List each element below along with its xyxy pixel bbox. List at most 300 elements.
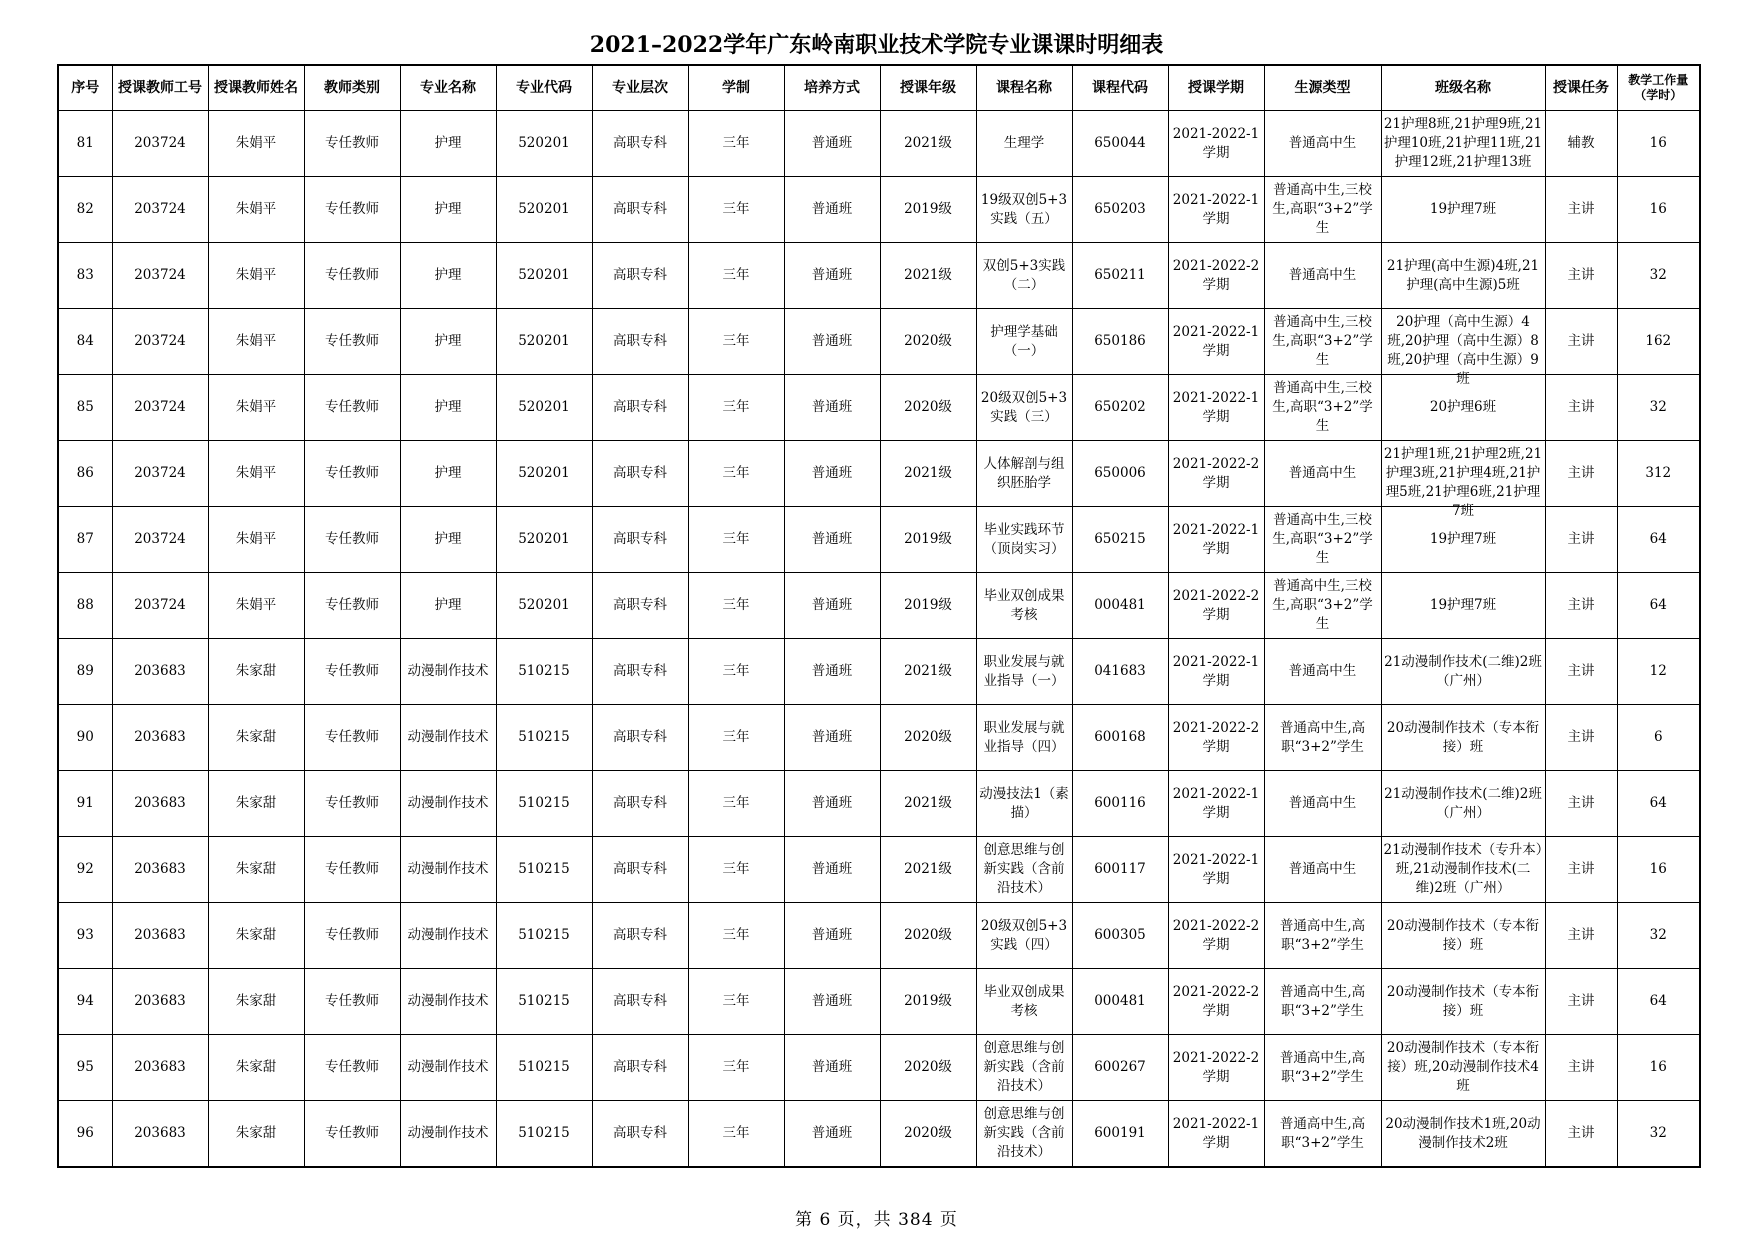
cell-text: 87	[76, 531, 94, 547]
table-cell	[400, 177, 496, 243]
table-cell	[592, 771, 688, 837]
table-cell	[880, 243, 976, 309]
table-cell	[208, 375, 304, 441]
cell-text: 朱家甜	[235, 1125, 277, 1141]
table-cell	[1381, 639, 1545, 705]
cell-text: 82	[76, 201, 94, 217]
table-cell	[400, 375, 496, 441]
table-cell	[58, 573, 112, 639]
cell-text: 2019级	[904, 201, 952, 217]
cell-text: 三年	[722, 1059, 750, 1075]
cell-text: 三年	[722, 597, 750, 613]
cell-text: 普通班	[811, 597, 853, 613]
table-cell	[1264, 837, 1381, 903]
table-cell	[1264, 309, 1381, 375]
column-header: 学制	[688, 65, 784, 111]
cell-text: 2021-2022-1学期	[1172, 1115, 1260, 1151]
cell-text: 650211	[1094, 267, 1146, 283]
cell-text: 2021-2022-1学期	[1172, 389, 1260, 425]
table-cell	[1072, 639, 1168, 705]
cell-text: 普通班	[811, 201, 853, 217]
table-cell	[304, 375, 400, 441]
table-cell	[400, 243, 496, 309]
cell-text: 600305	[1094, 927, 1146, 943]
table-cell	[1381, 969, 1545, 1035]
page-title: 2021–2022学年广东岭南职业技术学院专业课课时明细表	[589, 32, 1164, 58]
cell-text: 朱家甜	[235, 663, 277, 679]
table-cell	[1264, 771, 1381, 837]
table-cell	[304, 903, 400, 969]
table-cell	[1381, 243, 1545, 309]
table-row	[58, 573, 1700, 639]
table-cell	[784, 111, 880, 177]
cell-text: 专任教师	[325, 663, 379, 679]
cell-text: 2021-2022-1学期	[1172, 125, 1260, 161]
cell-text: 510215	[518, 729, 570, 745]
table-cell	[1072, 903, 1168, 969]
cell-text: 89	[76, 663, 94, 679]
table-cell	[1264, 1101, 1381, 1168]
cell-text: 朱家甜	[235, 861, 277, 877]
table-cell	[784, 309, 880, 375]
cell-text: 000481	[1094, 597, 1146, 613]
table-cell	[1072, 1101, 1168, 1168]
cell-text: 2021-2022-1学期	[1172, 851, 1260, 887]
cell-text: 三年	[722, 267, 750, 283]
table-row	[58, 309, 1700, 375]
table-cell	[592, 639, 688, 705]
cell-text: 三年	[722, 465, 750, 481]
table-cell	[1072, 969, 1168, 1035]
table-cell	[208, 309, 304, 375]
table-row	[58, 243, 1700, 309]
table-cell	[304, 111, 400, 177]
cell-text: 高职专科	[613, 201, 667, 217]
cell-text: 2019级	[904, 597, 952, 613]
cell-text: 三年	[722, 201, 750, 217]
cell-text: 高职专科	[613, 135, 667, 151]
table-cell	[688, 903, 784, 969]
table-cell	[1617, 177, 1700, 243]
cell-text: 2021-2022-2学期	[1172, 983, 1260, 1019]
cell-text: 主讲	[1567, 663, 1595, 679]
table-cell	[1168, 969, 1264, 1035]
cell-text: 16	[1649, 1059, 1667, 1075]
cell-text: 203683	[134, 663, 186, 679]
table-cell	[58, 903, 112, 969]
cell-text: 专任教师	[325, 465, 379, 481]
table-cell	[1264, 1035, 1381, 1101]
cell-text: 64	[1649, 993, 1667, 1009]
table-row	[58, 375, 1700, 441]
table-cell	[1264, 375, 1381, 441]
table-cell	[58, 243, 112, 309]
column-header: 教学工作量（学时）	[1617, 65, 1700, 111]
cell-text: 护理	[434, 333, 462, 349]
table-row	[58, 771, 1700, 837]
table-cell	[400, 771, 496, 837]
cell-text: 专任教师	[325, 333, 379, 349]
cell-text: 专任教师	[325, 201, 379, 217]
cell-text: 朱娟平	[235, 333, 277, 349]
column-header: 培养方式	[784, 65, 880, 111]
cell-text: 21护理8班,21护理9班,21护理10班,21护理11班,21护理12班,21护理13班	[1383, 116, 1543, 170]
table-cell	[976, 1101, 1072, 1168]
cell-text: 520201	[518, 135, 570, 151]
table-cell	[1617, 309, 1700, 375]
cell-text: 普通高中生,三校生,高职“3+2”学生	[1272, 380, 1373, 434]
table-cell	[496, 903, 592, 969]
column-header: 课程代码	[1072, 65, 1168, 111]
table-cell	[304, 639, 400, 705]
cell-text: 91	[76, 795, 94, 811]
table-cell	[112, 441, 208, 507]
table-cell	[208, 507, 304, 573]
table-cell	[976, 177, 1072, 243]
table-cell	[304, 243, 400, 309]
cell-text: 动漫制作技术	[407, 729, 489, 745]
cell-text: 高职专科	[613, 399, 667, 415]
table-cell	[784, 507, 880, 573]
table-cell	[400, 903, 496, 969]
table-cell	[1168, 771, 1264, 837]
table-cell	[1072, 705, 1168, 771]
table-cell	[304, 177, 400, 243]
table-cell	[1545, 111, 1617, 177]
table-cell	[880, 1101, 976, 1168]
column-header: 教师类别	[304, 65, 400, 111]
cell-text: 三年	[722, 333, 750, 349]
cell-text: 81	[76, 135, 94, 151]
column-header: 序号	[58, 65, 112, 111]
table-cell	[880, 375, 976, 441]
cell-text: 90	[76, 729, 94, 745]
table-cell	[58, 969, 112, 1035]
table-cell	[208, 111, 304, 177]
cell-text: 203683	[134, 861, 186, 877]
table-cell	[400, 1101, 496, 1168]
table-cell	[112, 573, 208, 639]
table-cell	[1168, 837, 1264, 903]
cell-text: 85	[76, 399, 94, 415]
table-cell	[1072, 441, 1168, 507]
table-cell	[1264, 705, 1381, 771]
cell-text: 普通班	[811, 465, 853, 481]
cell-text: 普通高中生,三校生,高职“3+2”学生	[1272, 314, 1373, 368]
table-cell	[304, 771, 400, 837]
column-header: 生源类型	[1264, 65, 1381, 111]
table-cell	[1381, 111, 1545, 177]
table-cell	[1381, 705, 1545, 771]
table-cell	[1072, 507, 1168, 573]
cell-text: 20护理（高中生源）4班,20护理（高中生源）8班,20护理（高中生源）9班	[1387, 314, 1539, 387]
table-cell	[592, 903, 688, 969]
cell-text: 510215	[518, 861, 570, 877]
cell-text: 普通高中生,高职“3+2”学生	[1279, 983, 1366, 1019]
cell-text: 16	[1649, 861, 1667, 877]
table-cell	[784, 1035, 880, 1101]
table-cell	[784, 177, 880, 243]
table-cell	[400, 837, 496, 903]
cell-text: 2021-2022-2学期	[1172, 719, 1260, 755]
table-cell	[688, 969, 784, 1035]
table-cell	[784, 771, 880, 837]
cell-text: 2021-2022-2学期	[1172, 455, 1260, 491]
table-cell	[496, 375, 592, 441]
cell-text: 护理	[434, 201, 462, 217]
cell-text: 2021-2022-2学期	[1172, 1049, 1260, 1085]
cell-text: 高职专科	[613, 597, 667, 613]
column-header: 专业层次	[592, 65, 688, 111]
table-header	[58, 65, 1700, 111]
table-cell	[1545, 705, 1617, 771]
cell-text: 动漫技法1（素描）	[979, 785, 1069, 821]
table-cell	[1264, 573, 1381, 639]
table-cell	[1545, 969, 1617, 1035]
table-cell	[1168, 375, 1264, 441]
cell-text: 护理	[434, 597, 462, 613]
cell-text: 93	[76, 927, 94, 943]
table-cell	[688, 441, 784, 507]
cell-text: 21护理1班,21护理2班,21护理3班,21护理4班,21护理5班,21护理6班,21护理7班	[1383, 446, 1543, 519]
cell-text: 普通班	[811, 267, 853, 283]
table-cell	[1072, 177, 1168, 243]
table-cell	[1617, 771, 1700, 837]
cell-text: 职业发展与就业指导（四）	[983, 719, 1065, 755]
table-cell	[112, 243, 208, 309]
cell-text: 2021级	[904, 267, 952, 283]
cell-text: 普通班	[811, 663, 853, 679]
table-cell	[1168, 111, 1264, 177]
table-cell	[1545, 177, 1617, 243]
page-footer: 第 6 页，共 384 页	[795, 1210, 958, 1230]
cell-text: 510215	[518, 927, 570, 943]
table-cell	[1168, 1035, 1264, 1101]
cell-text: 203683	[134, 1059, 186, 1075]
table-cell	[496, 969, 592, 1035]
table-cell	[592, 705, 688, 771]
table-cell	[112, 1101, 208, 1168]
cell-text: 2021-2022-2学期	[1172, 257, 1260, 293]
table-cell	[1545, 507, 1617, 573]
table-cell	[112, 111, 208, 177]
table-cell	[58, 1101, 112, 1168]
cell-text: 专任教师	[325, 795, 379, 811]
cell-text: 职业发展与就业指导（一）	[983, 653, 1065, 689]
table-cell	[880, 507, 976, 573]
cell-text: 20动漫制作技术（专本衔接）班,20动漫制作技术4班	[1386, 1040, 1540, 1094]
cell-text: 84	[76, 333, 94, 349]
table-cell	[1072, 111, 1168, 177]
table-cell	[496, 1035, 592, 1101]
cell-text: 高职专科	[613, 1059, 667, 1075]
table-cell	[880, 705, 976, 771]
cell-text: 520201	[518, 531, 570, 547]
table-cell	[976, 705, 1072, 771]
table-cell	[784, 1101, 880, 1168]
cell-text: 2021级	[904, 465, 952, 481]
table-cell	[976, 111, 1072, 177]
table-cell	[592, 243, 688, 309]
cell-text: 650202	[1094, 399, 1146, 415]
cell-text: 95	[76, 1059, 94, 1075]
cell-text: 20动漫制作技术1班,20动漫制作技术2班	[1385, 1115, 1541, 1151]
cell-text: 650215	[1094, 531, 1146, 547]
column-header: 班级名称	[1381, 65, 1545, 111]
table-cell	[784, 705, 880, 771]
cell-text: 650006	[1094, 465, 1146, 481]
table-cell	[400, 573, 496, 639]
table-cell	[1168, 573, 1264, 639]
cell-text: 600191	[1094, 1125, 1146, 1141]
table-cell	[1545, 573, 1617, 639]
cell-text: 动漫制作技术	[407, 927, 489, 943]
table-row	[58, 111, 1700, 177]
table-cell	[880, 837, 976, 903]
cell-text: 19护理7班	[1429, 597, 1497, 613]
cell-text: 高职专科	[613, 993, 667, 1009]
table-row	[58, 639, 1700, 705]
cell-text: 510215	[518, 795, 570, 811]
cell-text: 32	[1649, 267, 1667, 283]
cell-text: 主讲	[1567, 1125, 1595, 1141]
table-row	[58, 837, 1700, 903]
cell-text: 专任教师	[325, 729, 379, 745]
table-cell	[976, 441, 1072, 507]
cell-text: 专任教师	[325, 927, 379, 943]
table-row	[58, 1101, 1700, 1168]
table-cell	[58, 375, 112, 441]
table-cell	[496, 1101, 592, 1168]
table-cell	[58, 177, 112, 243]
table-cell	[592, 375, 688, 441]
table-cell	[688, 507, 784, 573]
cell-text: 主讲	[1567, 927, 1595, 943]
cell-text: 510215	[518, 1125, 570, 1141]
cell-text: 普通高中生,高职“3+2”学生	[1279, 719, 1366, 755]
cell-text: 162	[1645, 333, 1672, 349]
cell-text: 2021-2022-1学期	[1172, 191, 1260, 227]
cell-text: 主讲	[1567, 993, 1595, 1009]
cell-text: 主讲	[1567, 465, 1595, 481]
table-cell	[784, 573, 880, 639]
table-cell	[1264, 243, 1381, 309]
cell-text: 32	[1649, 927, 1667, 943]
table-cell	[112, 177, 208, 243]
table-cell	[208, 573, 304, 639]
table-cell	[688, 573, 784, 639]
table-cell	[208, 243, 304, 309]
column-header: 授课教师工号	[112, 65, 208, 111]
cell-text: 主讲	[1567, 795, 1595, 811]
table-cell	[1264, 111, 1381, 177]
table-cell	[112, 705, 208, 771]
table-cell	[592, 1101, 688, 1168]
cell-text: 护理	[434, 531, 462, 547]
table-cell	[1617, 837, 1700, 903]
table-cell	[688, 111, 784, 177]
cell-text: 动漫制作技术	[407, 663, 489, 679]
table-cell	[58, 441, 112, 507]
table-cell	[1545, 441, 1617, 507]
cell-text: 普通班	[811, 927, 853, 943]
table-cell	[58, 111, 112, 177]
table-cell	[1381, 771, 1545, 837]
cell-text: 2021-2022-2学期	[1172, 917, 1260, 953]
table-cell	[1381, 1035, 1545, 1101]
cell-text: 520201	[518, 465, 570, 481]
table-cell	[1168, 441, 1264, 507]
cell-text: 2020级	[904, 1059, 952, 1075]
cell-text: 创意思维与创新实践（含前沿技术）	[983, 1040, 1065, 1094]
cell-text: 专任教师	[325, 267, 379, 283]
table-body	[58, 111, 1700, 1168]
table-cell	[1168, 639, 1264, 705]
table-cell	[688, 177, 784, 243]
cell-text: 普通班	[811, 1125, 853, 1141]
cell-text: 21动漫制作技术（专升本）班,21动漫制作技术(二维)2班（广州）	[1383, 842, 1543, 896]
column-header: 授课年级	[880, 65, 976, 111]
cell-text: 2021级	[904, 135, 952, 151]
cell-text: 主讲	[1567, 201, 1595, 217]
cell-text: 203683	[134, 993, 186, 1009]
cell-text: 辅教	[1567, 135, 1595, 151]
table-cell	[1072, 771, 1168, 837]
cell-text: 生理学	[1003, 135, 1045, 151]
table-cell	[58, 1035, 112, 1101]
cell-text: 三年	[722, 531, 750, 547]
table-cell	[304, 837, 400, 903]
cell-text: 高职专科	[613, 531, 667, 547]
cell-text: 21动漫制作技术(二维)2班（广州）	[1384, 653, 1542, 689]
cell-text: 普通高中生	[1288, 267, 1357, 283]
table-cell	[688, 1035, 784, 1101]
cell-text: 83	[76, 267, 94, 283]
cell-text: 510215	[518, 663, 570, 679]
cell-text: 16	[1649, 201, 1667, 217]
cell-text: 动漫制作技术	[407, 993, 489, 1009]
table-cell	[880, 441, 976, 507]
table-cell	[976, 771, 1072, 837]
table-cell	[688, 375, 784, 441]
table-cell	[208, 177, 304, 243]
cell-text: 20动漫制作技术（专本衔接）班	[1386, 917, 1540, 953]
cell-text: 朱娟平	[235, 135, 277, 151]
cell-text: 普通班	[811, 333, 853, 349]
cell-text: 专任教师	[325, 1059, 379, 1075]
table-cell	[1264, 507, 1381, 573]
cell-text: 朱娟平	[235, 597, 277, 613]
table-cell	[304, 705, 400, 771]
cell-text: 专任教师	[325, 1125, 379, 1141]
table-cell	[784, 375, 880, 441]
table-cell	[1168, 1101, 1264, 1168]
table-cell	[976, 837, 1072, 903]
table-cell	[1381, 441, 1545, 519]
table-cell	[1617, 507, 1700, 573]
cell-text: 普通高中生	[1288, 861, 1357, 877]
cell-text: 主讲	[1567, 531, 1595, 547]
cell-text: 主讲	[1567, 729, 1595, 745]
cell-text: 203724	[134, 399, 186, 415]
table-row	[58, 1035, 1700, 1101]
table-cell	[304, 969, 400, 1035]
table-cell	[1617, 903, 1700, 969]
cell-text: 2021-2022-2学期	[1172, 587, 1260, 623]
table-cell	[496, 573, 592, 639]
cell-text: 普通高中生	[1288, 465, 1357, 481]
table-cell	[400, 309, 496, 375]
